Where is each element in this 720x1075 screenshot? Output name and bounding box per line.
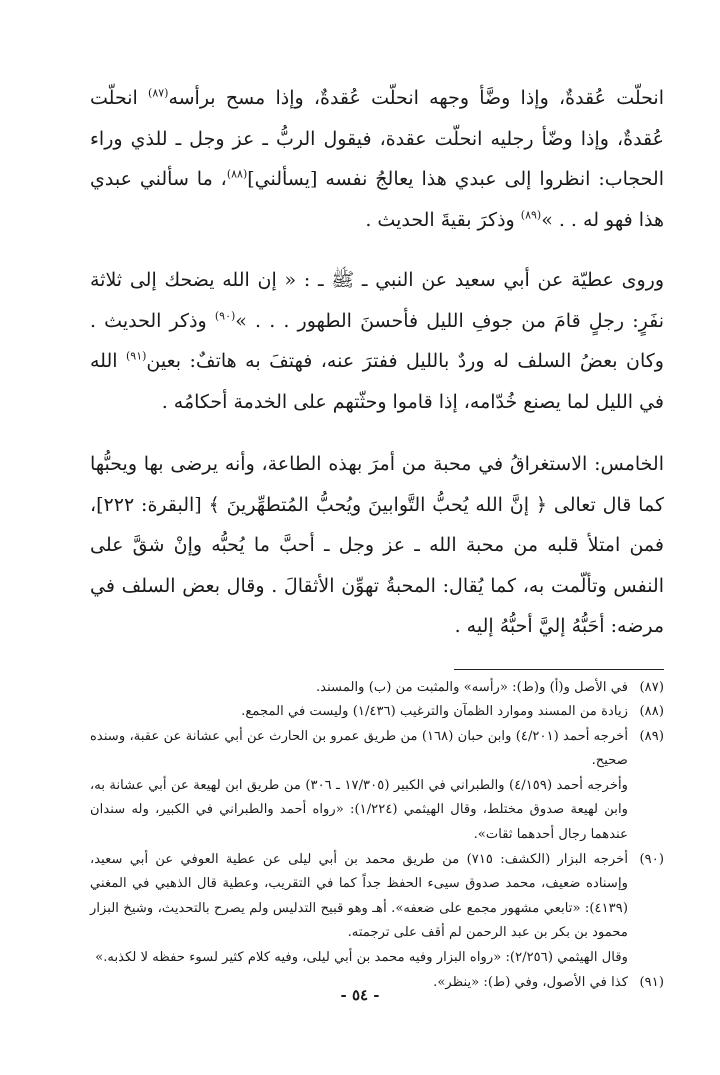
footnote-marker: (٨٩) [520, 208, 542, 222]
footnote-line: أخرجه البزار (الكشف: ٧١٥) من طريق محمد بن أبي ليلى عن عطية العوفي عن أبي سعيد، وإسناده ضعيف، محمد صدوق سيىء الحفظ جداً كما في التقريب، وعطية قال الذهبي في المغني (٤١٣٩): «تابعي مشهور مجمع على ضعفه». أهـ وهو قبيح التدليس ولم يصرح بالتحديث، وشيخ البزار محمود بن بكر بن عبد الرحمن لم أقف على ترجمته. [90, 851, 628, 941]
footnotes [90, 676, 664, 996]
footnote [90, 700, 664, 725]
footnote-text [90, 848, 628, 971]
paragraph [90, 260, 664, 422]
footnote-number: (٨٩) [639, 728, 664, 744]
footnote-line: كذا في الأصول، وفي (ط): «ينظر». [433, 974, 628, 990]
footnote-line: وقال الهيثمي (٢/٢٥٦): «رواه البزار وفيه محمد بن أبي ليلى، وفيه كلام كثير لسوء حفظه لا لكذبه.» [95, 950, 628, 966]
footnote [90, 848, 664, 971]
footnote [90, 725, 664, 848]
paragraph [90, 78, 664, 240]
text-run: الخامس: الاستغراقُ في محبة من أمرَ بهذه الطاعة، وأنه يرضى بها ويحبُّها كما قال تعالى ﴿ إنَّ الله يُحبُّ التَّوابينَ ويُحبُّ المُتطهِّرينَ ﴾ [البقرة: ٢٢٢]، فمن امتلأ قلبه من محبة الله ـ عز وجل ـ أحبَّ ما يُحبُّه وإنْ شقَّ على النفس وتألّمت به، كما يُقال: المحبةُ تهوِّن الأثقالَ . وقال بعض السلف في مرضه: أحَبُّهُ إليَّ أحبُّهُ إليه . [90, 453, 664, 637]
footnote-marker: (٨٧) [148, 86, 169, 100]
footnote-text [90, 700, 628, 725]
footnote-number: (٩١) [639, 974, 664, 990]
footnote-text [90, 676, 628, 701]
text-run: انحلّت عُقدةٌ، وإذا وضّأ رجليه انحلّت عقدة، فيقول الربُّ ـ عز وجل ـ للذي وراء الحجاب: انظروا إلى عبدي هذا يعالجُ نفسه [يسألني] [90, 87, 664, 190]
text-run: انحلّت عُقدةٌ، وإذا وضَّأ وجهه انحلّت عُقدةٌ، وإذا مسح برأسه [168, 87, 664, 109]
footnote [90, 676, 664, 701]
footnote-separator [454, 669, 664, 670]
text-run: وذكرَ بقيةَ الحديث . [365, 208, 521, 231]
text-run: وذكر الحديث . وكان بعضُ السلف له وردٌ بالليل ففترَ عنه، فهتفَ به هاتفٌ: بعين [90, 309, 664, 372]
text-run: الله في الليل لما يصنع خُدّامه، إذا قاموا وحثّتهم على الخدمة أحكامُه . [90, 350, 664, 413]
footnote-marker: (٩٠) [214, 309, 236, 323]
footnote-number: (٨٨) [639, 704, 664, 720]
footnote-marker: (٩١) [126, 349, 147, 363]
footnote-text [90, 725, 628, 848]
footnote-number: (٨٧) [639, 679, 664, 695]
main-text [90, 78, 664, 647]
footnote-line: في الأصل و(أ) و(ط): «رأسه» والمثبت من (ب) والمسند. [315, 679, 628, 695]
footnote-line: زيادة من المسند وموارد الظمآن والترغيب (١/٤٣٦) وليست في المجمع. [241, 704, 628, 720]
paragraph [90, 444, 664, 647]
text-run: ، ما سألني عبدي هذا فهو له . . » [90, 168, 664, 231]
footnote-marker: (٨٨) [226, 167, 248, 181]
footnote-line: أخرجه أحمد (٤/٢٠١) وابن حبان (١٦٨) من طريق عمرو بن الحارث عن أبي عشانة عن عقبة، وسنده صحيح. [90, 728, 628, 769]
text-run: وروى عطيّة عن أبي سعيد عن النبي ـ ﷺ ـ : « إن الله يضحك إلى ثلاثة نفَرٍ: رجلٍ قامَ من جوفِ الليل فأحسنَ الطهور . . . » [90, 269, 665, 332]
footnote-number: (٩٠) [639, 851, 664, 867]
footnote-line: وأخرجه أحمد (٤/١٥٩) والطبراني في الكبير (١٧/٣٠٥ ـ ٣٠٦) من طريق ابن لهيعة عن أبي عشانة به، وابن لهيعة صدوق مختلط، وقال الهيثمي (١/٢٢٤): «رواه أحمد والطبراني في الكبير، وله سندان عندهما رجال أحدهما ثقات». [90, 777, 628, 843]
page-number: - ٥٤ - [340, 986, 380, 1004]
